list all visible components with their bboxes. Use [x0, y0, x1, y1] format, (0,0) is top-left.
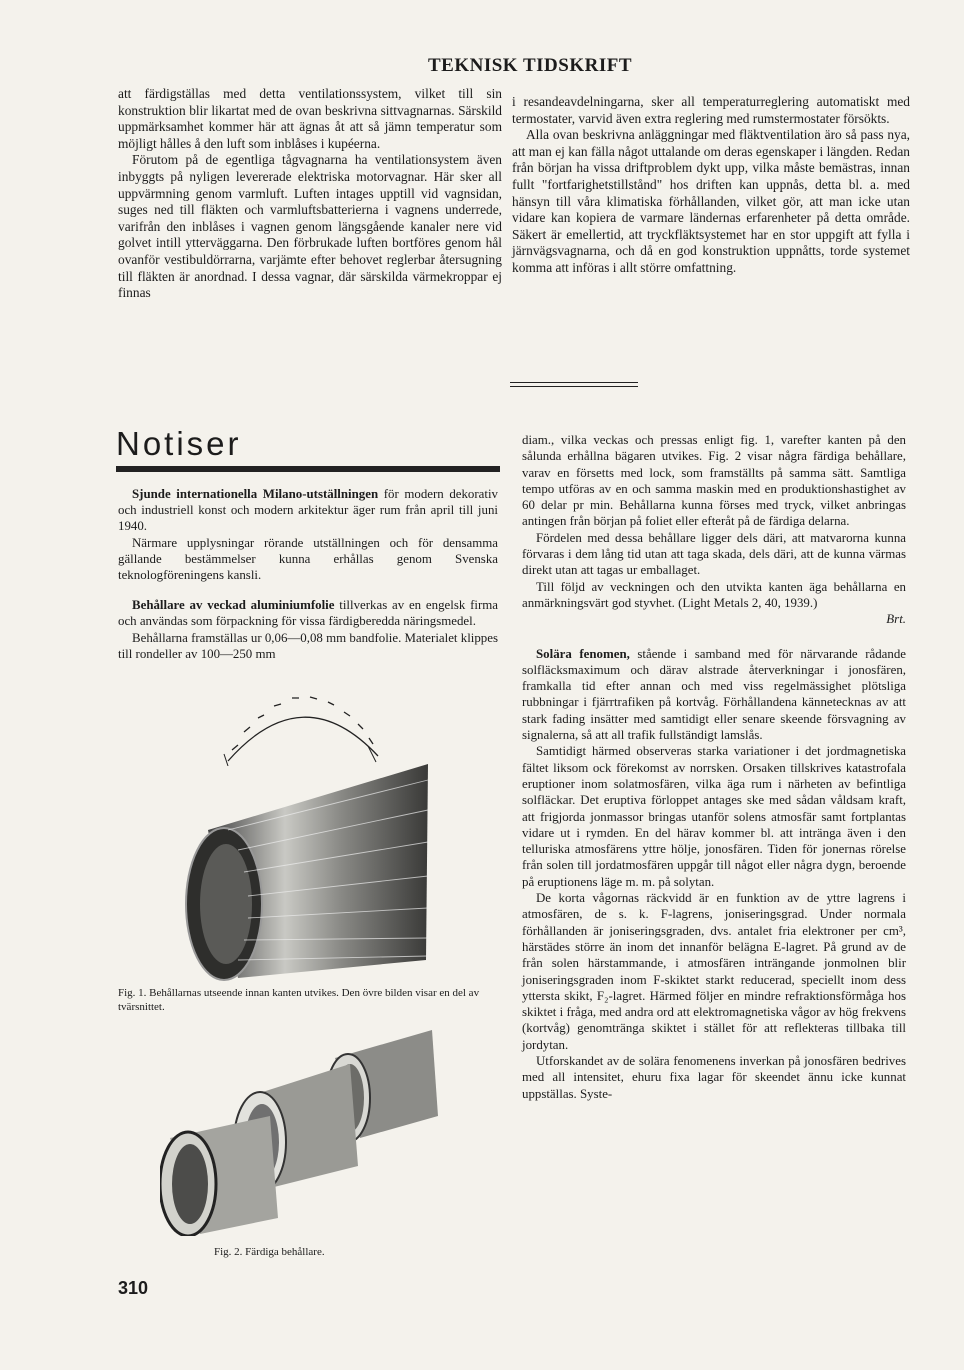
fig1-caption: Fig. 1. Behållarnas utseende innan kanten utvikes. Den övre bilden visar en del av tvärsnittet. — [118, 987, 480, 1013]
paragraph: Behållarna framställas ur 0,06—0,08 mm bandfolie. Materialet klippes till rondeller av 100—250 mm — [118, 630, 498, 661]
paragraph: diam., vilka veckas och pressas enligt fig. 1, varefter kanten på den sålunda erhållna bägaren utvikes. Fig. 2 visar några färdiga behållare, varav en försetts med lock, som framställts på samma sätt. Samtliga tempo utföras av en och samma maskin med en produktionshastighet av 60 delar pr min. Behållarna kunna förses med tryck, vilket anbringas antingen från början på foliet eller efteråt på de färdiga delarna. — [522, 433, 906, 529]
article-heading: Sjunde internationella Milano-utställningen — [132, 487, 379, 501]
article-text: stående i samband med för närvarande rådande solfläcksmaximum och därav alstrade återverkningar i jonosfären, framkalla tid efter annan och med viss regelmässighet plötsliga rubbningar i fjärrtrafiken på kortvåg. Förhållandena kännetecknas av att stark fading insätter med samtidigt eller senare skeende försvagning av signalerna, så att all trafik fullständigt lamslås. — [522, 646, 906, 743]
page-number: 310 — [118, 1278, 149, 1298]
paragraph: Närmare upplysningar rörande utställningen och för densamma gällande bestämmelser kunna erhållas genom Svenska teknologföreningens kansli. — [118, 535, 498, 583]
bottom-right-column — [522, 432, 906, 1102]
fig1-cross-section — [218, 686, 388, 766]
journal-title: TEKNISK TIDSKRIFT — [428, 55, 633, 76]
section-divider — [510, 386, 638, 387]
article-heading: Behållare av veckad aluminiumfolie — [132, 598, 335, 613]
signature: Brt. — [886, 612, 906, 627]
paragraph: Utforskandet av de solära fenomenens inverkan på jonosfären bedrives med all intensitet, ehuru fixa lagar för skeendet ännu icke kunnat uppställas. Syste- — [522, 1053, 906, 1101]
paragraph: De korta vågornas räckvidd är en funktion av de yttre lagrens i atmosfären, de s. k. F-lagrens, joniseringsgrad. Under normala förhållanden är joniseringsgraden, dvs. antalet fria elektroner per cm³, härstädes större än inom det innanför belägna E-lagret. På grund av de från solen härstammande, i atmosfären inträngande jonmolnen blir joniseringsgraden inom F-skiktet starkt reducerad, speciellt inom dess yttersta skikt, F₂-lagret. Härmed följer en mindre refraktionsförmåga hos skiktet i fråga, med andra ord att elektromagnetiska vågor av hög frekvens (kortvåg) genomtränga skiktet i stället för att reflekteras tillbaka till jordytan. — [522, 891, 906, 1052]
paragraph: Samtidigt härmed observeras starka variationer i det jordmagnetiska fältet liksom ock förekomst av norrsken. Orsaken tillskrives katastrofala eruptioner inom solatmosfären, vilka äga rum i närheten av befintliga solfläckar. Det eruptiva förloppet antages ske med sådan våldsam kraft, att frigjorda jonmassor bringas utanför solens atmosfär samt fortplantas vidare ut i rymden. En del härav kommer bl. att intränga även i den telluriska atmosfärens yttre hölje, jonosfären. Tiden för jonernas rörelse från solen till jordatmosfären uppgår till något eller några dygn, beroende på eruptionens läge m. m. på solytan. — [522, 744, 906, 889]
section-divider — [510, 382, 638, 383]
fig1-photo — [178, 760, 430, 982]
section-title: Notiser — [116, 425, 242, 462]
paragraph: att färdigställas med detta ventilationssystem, vilket till sin konstruktion blir likartat med de ovan beskrivna sittvagnarnas. Särskild uppmärksamhet kommer här att ägnas åt att så jämn temperatur som möjligt hålles å den luft som inblåses i kupéerna. — [118, 86, 502, 151]
article-text: tillverkas av en engelsk firma och användas som förpackning för vissa färdigberedda näringsmedel. — [118, 598, 498, 629]
fig2-photo — [160, 1018, 450, 1236]
paragraph: Förutom på de egentliga tågvagnarna ha ventilationsystem även inbyggts på nyligen levererade elektriska motorvagnar. Här sker all uppvärmning genom varmluft. Luften intages upptill vid vagnsidan, suges ned till fläkten och varmluftsbatterierna i vagnens underrede, varifrån den inblåses i vagnen genom längsgående kanaler nere vid golvet intill ytterväggarna. Den förbrukade luften bortföres genom hål ovanför vestibuldörrarna, varjämte efter behovet reglerbar återsugning till fläkten är anordnad. I dessa vagnar, där särskilda värmekroppar ej finnas — [118, 152, 502, 301]
article-heading: Solära fenomen, — [536, 646, 630, 661]
paragraph: Fördelen med dessa behållare ligger dels däri, att matvarorna kunna förvaras i dem lång tid utan att taga skada, dels däri, att de kunna värmas direkt utan att tagas ur emballaget. — [522, 530, 906, 578]
paragraph: Till följd av veckningen och den utvikta kanten äga behållarna en anmärkningsvärt god styvhet. (Light Metals 2, 40, 1939.) — [522, 579, 906, 610]
bottom-left-column — [118, 486, 498, 662]
top-left-column — [118, 86, 502, 302]
paragraph: Alla ovan beskrivna anläggningar med fläktventilation äro så pass nya, att man ej kan fälla något uttalande om deras egenskaper i längden. Redan från början ha vissa driftproblem dykt upp, vilka måste bemästras, innan fullt "fortfarighetstillstånd" hos driften kan uppnås, detta bl. a. med hänsyn till våra klimatiska förhållanden, vilket gör, att man icke utan vidare kan kopiera de varmare ländernas erfarenheter på detta område. Säkert är emellertid, att tryckfläktsystemet har en stor uppgift att fylla i järnvägsvagnarna, och då en god konstruktion uppnåtts, torde systemet komma att införas i allt större omfattning. — [512, 127, 910, 275]
fig2-caption: Fig. 2. Färdiga behållare. — [214, 1246, 325, 1258]
article-text: för modern dekorativ och industriell konst och modern arkitektur äger rum från april till juni 1940. — [118, 487, 498, 534]
title-underline — [116, 466, 500, 472]
paragraph: i resandeavdelningarna, sker all temperaturreglering automatiskt med termostater, varvid även extra reglering med rumstermostater försökts. — [512, 94, 910, 126]
top-right-column — [512, 94, 910, 277]
